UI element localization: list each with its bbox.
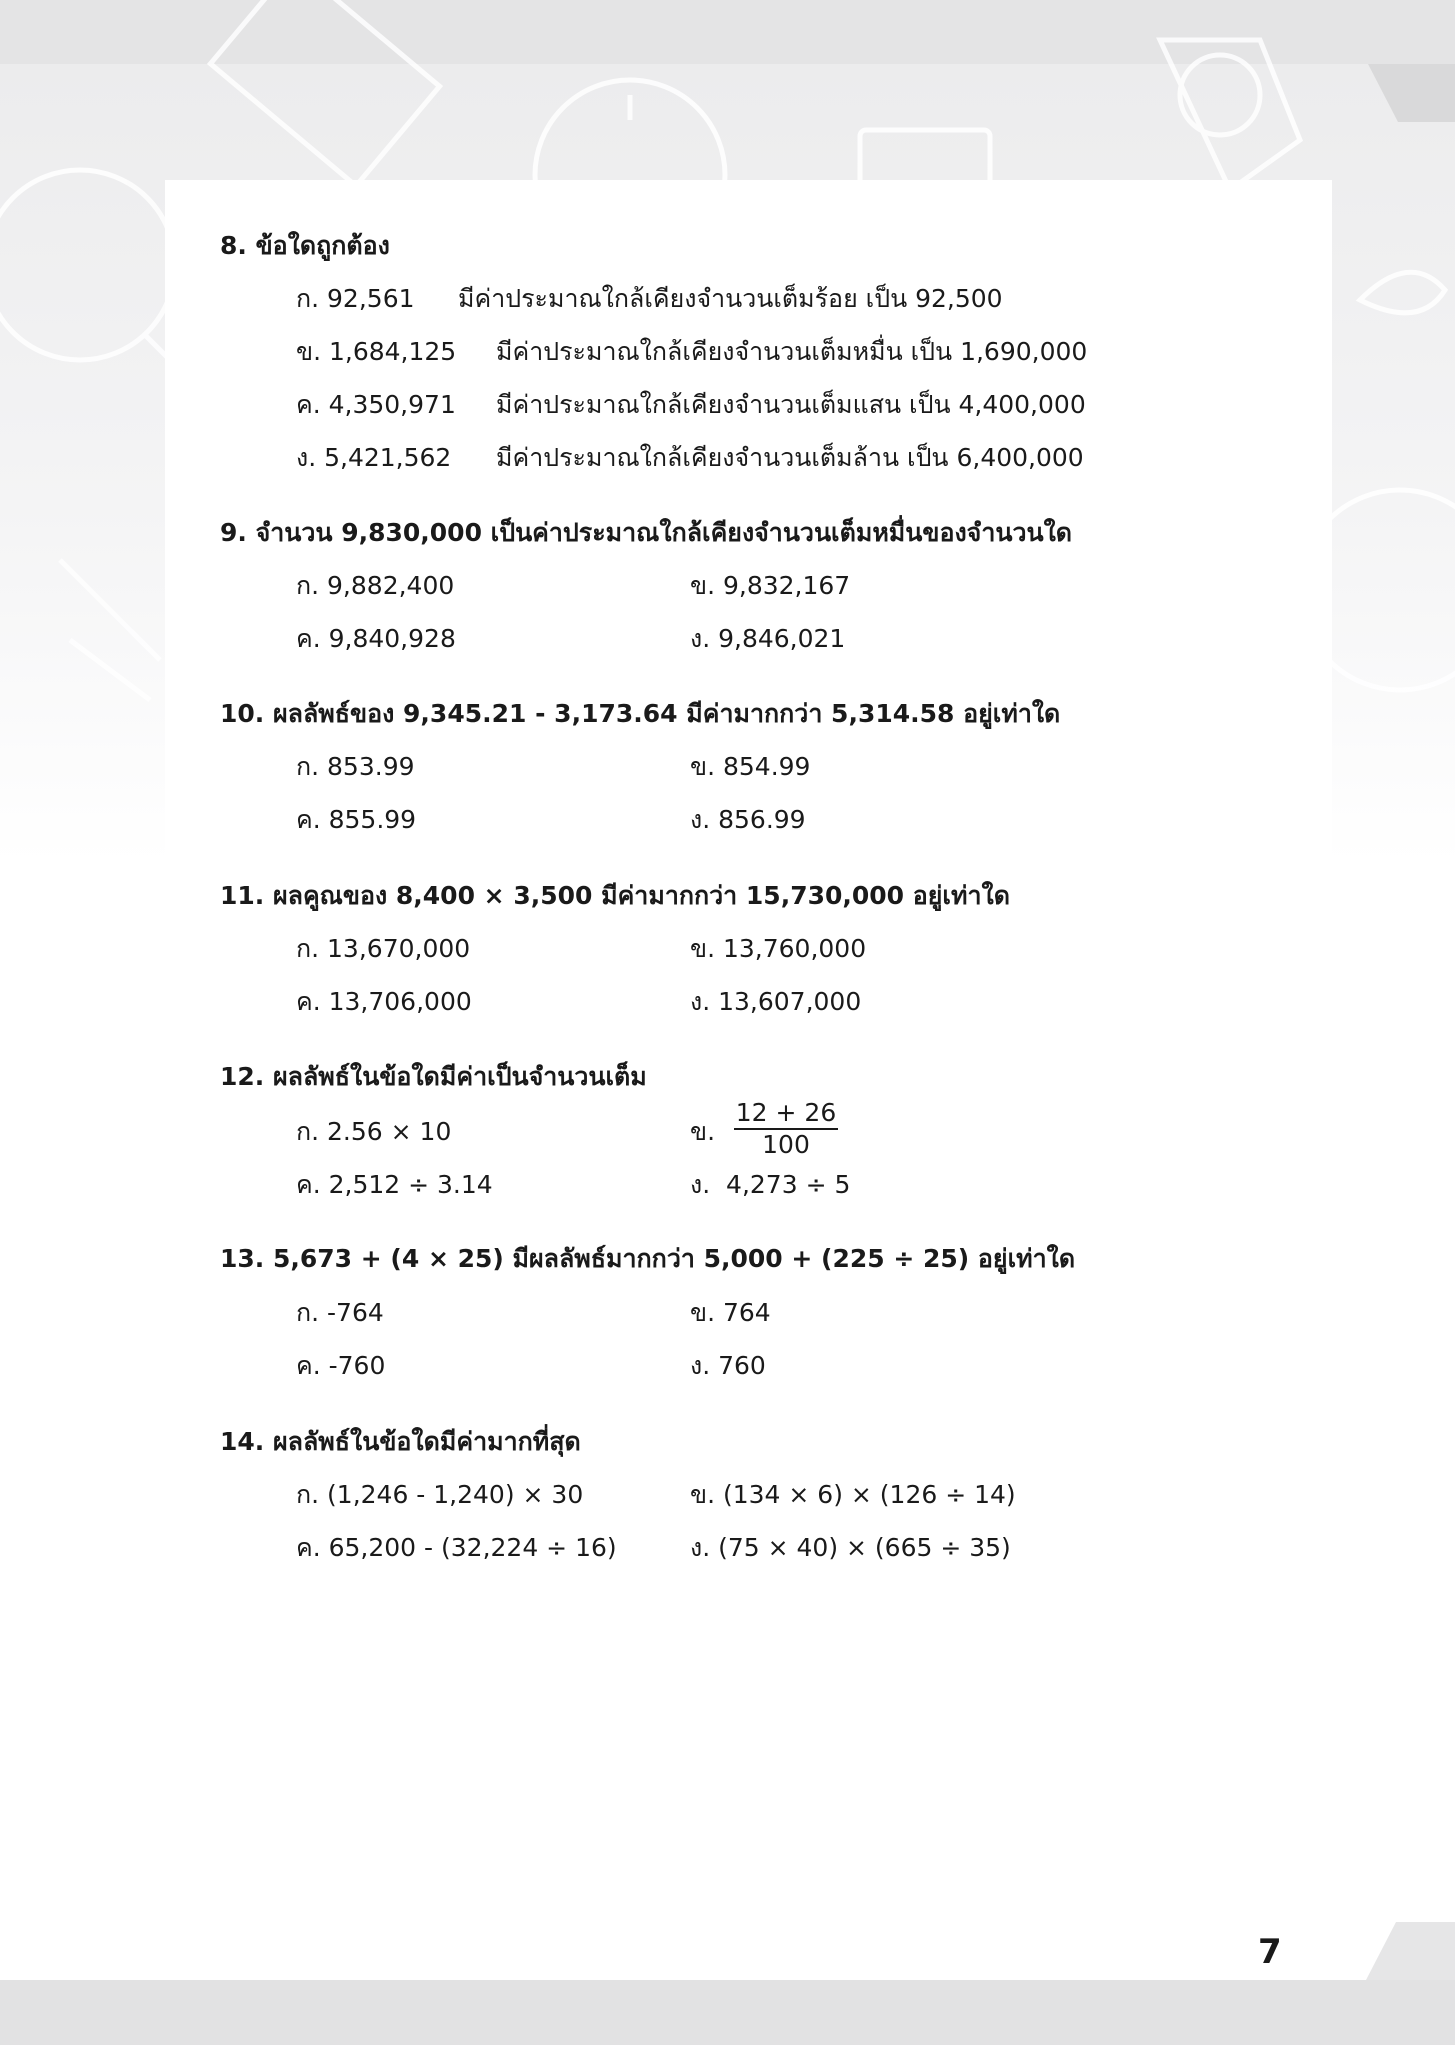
option-9-a: ก. 9,882,400 bbox=[296, 571, 455, 600]
option-label: ค. 4,350,971 bbox=[296, 390, 456, 419]
option-13-a: ก. -764 bbox=[296, 1298, 384, 1327]
option-11-b: ข. 13,760,000 bbox=[690, 934, 867, 963]
option-9-c: ค. 9,840,928 bbox=[296, 624, 456, 653]
question-11: 11. ผลคูณของ 8,400 × 3,500 มีค่ามากกว่า 15,730,000 อยู่เท่าใด bbox=[220, 881, 1010, 910]
deco-leaf-shape bbox=[1360, 272, 1445, 313]
option-10-d: ง. 856.99 bbox=[690, 805, 806, 834]
option-11-d: ง. 13,607,000 bbox=[690, 987, 862, 1016]
question-12: 12. ผลลัพธ์ในข้อใดมีค่าเป็นจำนวนเต็ม bbox=[220, 1062, 647, 1091]
option-8-a bbox=[296, 283, 1003, 315]
option-13-b: ข. 764 bbox=[690, 1298, 771, 1327]
option-12-c: ค. 2,512 ÷ 3.14 bbox=[296, 1170, 493, 1199]
option-10-c: ค. 855.99 bbox=[296, 805, 417, 834]
question-13: 13. 5,673 + (4 × 25) มีผลลัพธ์มากกว่า 5,000 + (225 ÷ 25) อยู่เท่าใด bbox=[220, 1244, 1076, 1273]
option-10-a: ก. 853.99 bbox=[296, 752, 415, 781]
option-label: ง. 5,421,562 bbox=[296, 443, 452, 472]
page-number: 7 bbox=[1258, 1932, 1282, 1972]
option-desc: มีค่าประมาณใกล้เคียงจำนวนเต็มหมื่น เป็น 1,690,000 bbox=[496, 337, 1088, 366]
option-desc: มีค่าประมาณใกล้เคียงจำนวนเต็มแสน เป็น 4,400,000 bbox=[496, 390, 1086, 419]
option-label: ข. 1,684,125 bbox=[296, 337, 457, 366]
option-12-d: ง. 4,273 ÷ 5 bbox=[690, 1170, 851, 1199]
question-9: 9. จำนวน 9,830,000 เป็นค่าประมาณใกล้เคียงจำนวนเต็มหมื่นของจำนวนใด bbox=[220, 518, 1073, 547]
option-14-c: ค. 65,200 - (32,224 ÷ 16) bbox=[296, 1533, 617, 1562]
option-desc: มีค่าประมาณใกล้เคียงจำนวนเต็มล้าน เป็น 6,400,000 bbox=[496, 443, 1084, 472]
question-14: 14. ผลลัพธ์ในข้อใดมีค่ามากที่สุด bbox=[220, 1427, 581, 1456]
fraction bbox=[734, 1098, 838, 1160]
deco-magnifier-icon bbox=[0, 170, 175, 360]
fraction-denominator: 100 bbox=[762, 1130, 810, 1159]
option-11-a: ก. 13,670,000 bbox=[296, 934, 471, 963]
option-desc: มีค่าประมาณใกล้เคียงจำนวนเต็มร้อย เป็น 92,500 bbox=[458, 284, 1003, 313]
option-9-b: ข. 9,832,167 bbox=[690, 571, 851, 600]
option-9-d: ง. 9,846,021 bbox=[690, 624, 846, 653]
deco-pencil-shape bbox=[1160, 40, 1300, 190]
bottom-banner bbox=[0, 1980, 1455, 2045]
option-label: ก. 92,561 bbox=[296, 284, 415, 313]
option-8-d bbox=[296, 442, 1084, 474]
option-14-b: ข. (134 × 6) × (126 ÷ 14) bbox=[690, 1480, 1016, 1509]
option-11-c: ค. 13,706,000 bbox=[296, 987, 472, 1016]
option-14-d: ง. (75 × 40) × (665 ÷ 35) bbox=[690, 1533, 1011, 1562]
question-10: 10. ผลลัพธ์ของ 9,345.21 - 3,173.64 มีค่ามากกว่า 5,314.58 อยู่เท่าใด bbox=[220, 699, 1061, 728]
option-13-c: ค. -760 bbox=[296, 1351, 386, 1380]
option-13-d: ง. 760 bbox=[690, 1351, 766, 1380]
deco-ruler-shape bbox=[210, 0, 439, 186]
option-12-a: ก. 2.56 × 10 bbox=[296, 1117, 452, 1146]
content-panel bbox=[165, 180, 1332, 1880]
option-14-a: ก. (1,246 - 1,240) × 30 bbox=[296, 1480, 584, 1509]
question-8: 8. ข้อใดถูกต้อง bbox=[220, 231, 390, 260]
option-8-b bbox=[296, 336, 1087, 368]
option-12-b-label: ข. bbox=[690, 1117, 716, 1146]
option-8-c bbox=[296, 389, 1086, 421]
option-10-b: ข. 854.99 bbox=[690, 752, 811, 781]
fraction-numerator: 12 + 26 bbox=[734, 1098, 838, 1130]
